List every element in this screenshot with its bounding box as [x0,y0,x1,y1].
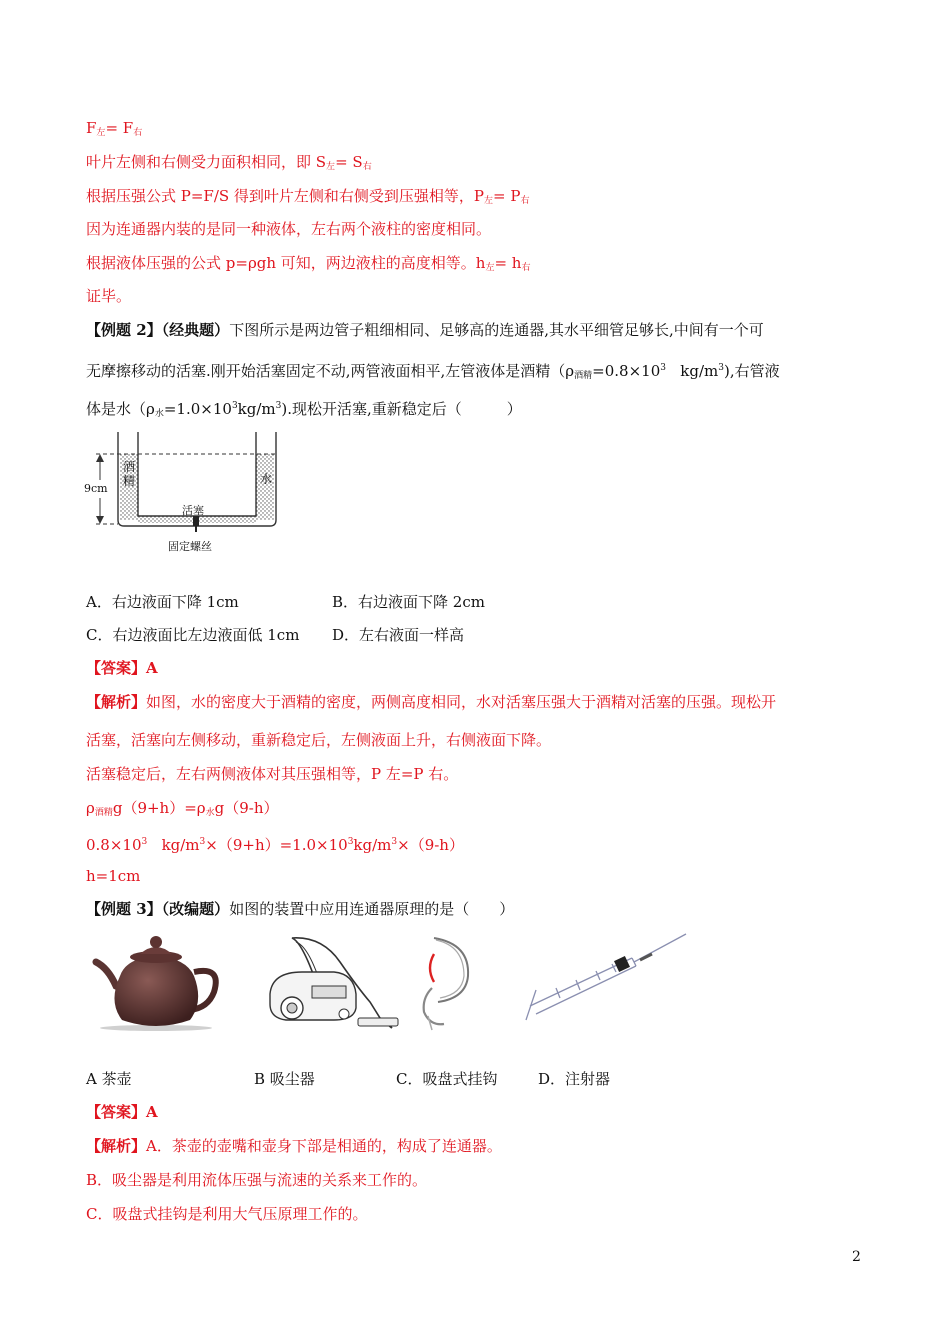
screw-label: 固定螺丝 [168,540,212,553]
example2-question-line2: 无摩擦移动的活塞.刚开始活塞固定不动,两管液面相平,左管液体是酒精（$\rho_{酒精}=0.8\times 10^3$ $kg/m^3$),右管液 [86,362,780,381]
example2-analysis-line2: 活塞，活塞向左侧移动，重新稳定后，左侧液面上升，右侧液面下降。 [86,731,552,749]
example3-option-a: A 茶壶 [86,1070,132,1088]
proof-line-pressure: 根据压强公式 P=F/S 得到叶片左侧和右侧受到压强相等，$P_左= P_右$ [86,187,530,206]
syringe-image [516,928,692,1032]
example3-answer: 【答案】A [86,1103,158,1121]
example2-equation1: $\rho_{酒精}g(9+h)=\rho_水g(9-h)$ [86,799,279,818]
example2-option-d: D．左右液面一样高 [332,626,465,644]
water-label: 水 [259,472,272,486]
suction-hook-image [408,932,478,1032]
teapot-image [86,932,226,1032]
example2-tag: 【例题 2】 [86,321,162,339]
example2-result: h=1cm [86,867,141,885]
proof-end: 证毕。 [86,287,132,305]
example3-analysis-line3: C．吸盘式挂钩是利用大气压原理工作的。 [86,1205,368,1223]
proof-line-force: $F_左= F_右$ [86,119,143,138]
alcohol-label: 酒精 [122,460,135,488]
example3-tag: 【例题 3】 [86,900,162,918]
example2-analysis-line3: 活塞稳定后，左右两侧液体对其压强相等，P 左=P 右。 [86,765,459,783]
page-number: 2 [852,1249,861,1265]
example2-source: （经典题） [161,321,230,339]
height-label: 9cm [84,482,108,495]
vacuum-cleaner-image [262,932,402,1032]
u-tube-figure [82,428,282,556]
example2-question-line3: 体是水$(\rho_水=1.0\times 10^3kg/m^3)$.现松开活塞,重新稳定后（ ） [86,400,522,419]
example2-analysis-line1: 【解析】如图，水的密度大于酒精的密度，两侧高度相同，水对活塞压强大于酒精对活塞的压强。现松开 [86,693,777,711]
example2-option-a: A．右边液面下降 1cm [86,593,239,611]
example2-option-b: B．右边液面下降 2cm [332,593,485,611]
example2-answer: 【答案】A [86,659,158,677]
example2-option-c: C．右边液面比左边液面低 1cm [86,626,300,644]
example2-equation2: $0.8\times 10^3$ $kg/m^3\times(9+h)=1.0\times 10^3kg/m^3\times(9-h)$ [86,836,464,854]
example3-source: （改编题） [161,900,230,918]
example3-option-b: B 吸尘器 [254,1070,315,1088]
proof-line-density: 因为连通器内装的是同一种液体，左右两个液柱的密度相同。 [86,220,492,238]
example3-option-c: C．吸盘式挂钩 [396,1070,498,1088]
piston-label: 活塞 [182,504,204,517]
example3-analysis-line2: B．吸尘器是利用流体压强与流速的关系来工作的。 [86,1171,428,1189]
proof-line-height: 根据液体压强的公式 p=ρgh 可知，两边液柱的高度相等。$h_左= h_右$ [86,254,531,273]
example3-analysis-line1: 【解析】A．茶壶的壶嘴和壶身下部是相通的，构成了连通器。 [86,1137,502,1155]
proof-line-area: 叶片左侧和右侧受力面积相同，即 $S_左= S_右$ [86,153,372,172]
example2-question-line1: 【例题 2】（经典题）下图所示是两边管子粗细相同、足够高的连通器,其水平细管足够长,中间有一个可 [86,321,764,339]
example3-question: 【例题 3】（改编题）如图的装置中应用连通器原理的是（ ） [86,900,515,918]
example3-option-d: D．注射器 [538,1070,611,1088]
